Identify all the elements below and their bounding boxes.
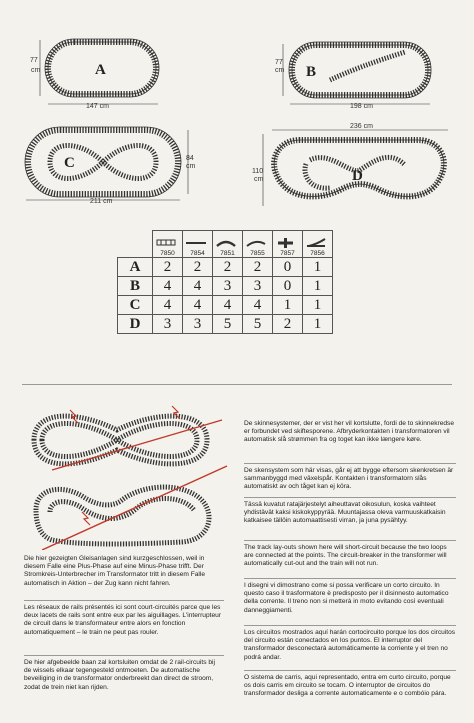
text-portuguese: O sistema de carris, aqui representado, entra em curto circuito, porque os dois carris em circuito se tocam. O interruptor de circuitos do transformador desliga a corrente automaticamente e o combóio pára. xyxy=(244,670,456,699)
layout-d-width: 236 cm xyxy=(350,123,373,130)
short-circuit-line xyxy=(42,466,227,550)
layout-c-letter: C xyxy=(64,155,75,171)
text-french: Les réseaux de rails présentés ici sont court-circuités parce que les deux lacets de rails sont entre eux par les aiguillages. L'interrupteur de circuit dans le transformateur entre alors en fonction automatiquement – le train ne peut pas rouler. xyxy=(24,600,224,637)
layout-b xyxy=(275,42,431,110)
crossing-icon xyxy=(273,238,299,250)
col-7857: 7857 xyxy=(273,231,303,258)
layout-d-letter: D xyxy=(352,168,363,184)
text-german: Die hier gezeigten Gleisanlagen sind kurzgeschlossen, weil in diesem Falle eine Plus-Phase auf eine Minus-Phase trifft. Der Stromkreis-Unterbrecher im Transformator tritt in diesem Falle automatisch in Aktion – der Zug kann nicht fahren. xyxy=(24,555,206,587)
text-english: The track lay-outs shown here will short-circuit because the two loops are connected at the points. The circuit-breaker in the transformer will automatically cut-out and the train will not run. xyxy=(244,540,456,569)
layout-a-height: 77 xyxy=(30,57,38,64)
svg-text:77: 77 xyxy=(275,59,283,66)
layout-c xyxy=(25,127,196,205)
table-row: D 3 3 5 5 2 1 xyxy=(118,315,333,334)
layout-a-letter: A xyxy=(95,62,106,78)
svg-text:84: 84 xyxy=(186,155,194,162)
layout-d xyxy=(252,123,448,206)
section-divider xyxy=(22,384,452,385)
table-row: B 4 4 3 3 0 1 xyxy=(118,277,333,296)
svg-text:cm: cm xyxy=(275,67,285,74)
curved-rail-icon xyxy=(243,238,269,250)
short-circuit-diagrams xyxy=(22,400,237,550)
table-row: C 4 4 4 4 1 1 xyxy=(118,296,333,315)
text-spanish: Los circuitos mostrados aquí harán cortocircuito porque los dos circuitos del circuito están conectados en los puntos. El interruptor del transformador desconectará automáticamente la corriente y el tren no podrá andar. xyxy=(244,625,456,662)
straight-rail-icon xyxy=(183,238,209,250)
text-italian: I disegni vi dimostrano come si possa verificare un corto circuito. In questo caso il trasformatore è predisposto per il disinnesto automatico della corrente. Il treno non si metterà in moto evitando così eventuali danneggiamenti. xyxy=(244,578,456,615)
switch-point-icon xyxy=(303,238,329,250)
svg-text:cm: cm xyxy=(31,67,41,74)
svg-text:cm: cm xyxy=(254,176,264,183)
layout-b-letter: B xyxy=(306,64,317,80)
layout-a-width: 147 cm xyxy=(86,103,109,110)
col-7851: 7851 xyxy=(213,231,243,258)
text-swedish: De skensystem som här visas, går ej att bygge eftersom skenkretsen är sammanbyggd med växelspår. Kontakten i transformatorn slås automatiskt av och tåget kan ej köra. xyxy=(244,463,456,492)
parts-table xyxy=(117,230,333,334)
text-danish: De skinnesystemer, der er vist her vil kortslutte, fordi de to skinnekredse er forbundet ved skiftesporene. Afbryderkontakten i transformatoren vil automatisk slå strømmen fra og toget kan ikke længere køre. xyxy=(244,420,454,444)
layout-a xyxy=(30,39,159,110)
table-row: A 2 2 2 2 0 1 xyxy=(118,258,333,277)
layout-b-width: 198 cm xyxy=(350,103,373,110)
layout-c-width: 211 cm xyxy=(90,198,113,205)
track-layouts xyxy=(0,0,474,225)
straight-bridge-icon xyxy=(153,238,179,250)
curved-bridge-icon xyxy=(213,238,239,250)
col-7855: 7855 xyxy=(243,231,273,258)
text-dutch: De hier afgebeelde baan zal kortsluiten omdat de 2 rail-circuits bij de wissels elkaar tegengesteld ontmoeten. De automatische beveiliging in de transformator onderbreekt dan direct de stroom, zodat de trein niet kan rijden. xyxy=(24,655,224,692)
svg-text:110: 110 xyxy=(252,168,264,175)
col-7854: 7854 xyxy=(183,231,213,258)
text-finnish: Tässä kuvatut ratajärjestelyt aiheuttavat oikosulun, koska vaihteet yhdistävät kaksi kiskokyppyrää. Muuntajassa oleva varmuuskatkaisin katkaisee tällöin automaattisesti virran, ja juna pysähtyy. xyxy=(244,497,456,526)
col-7856: 7856 xyxy=(303,231,333,258)
col-7850: 7850 xyxy=(153,231,183,258)
svg-text:cm: cm xyxy=(186,163,196,170)
